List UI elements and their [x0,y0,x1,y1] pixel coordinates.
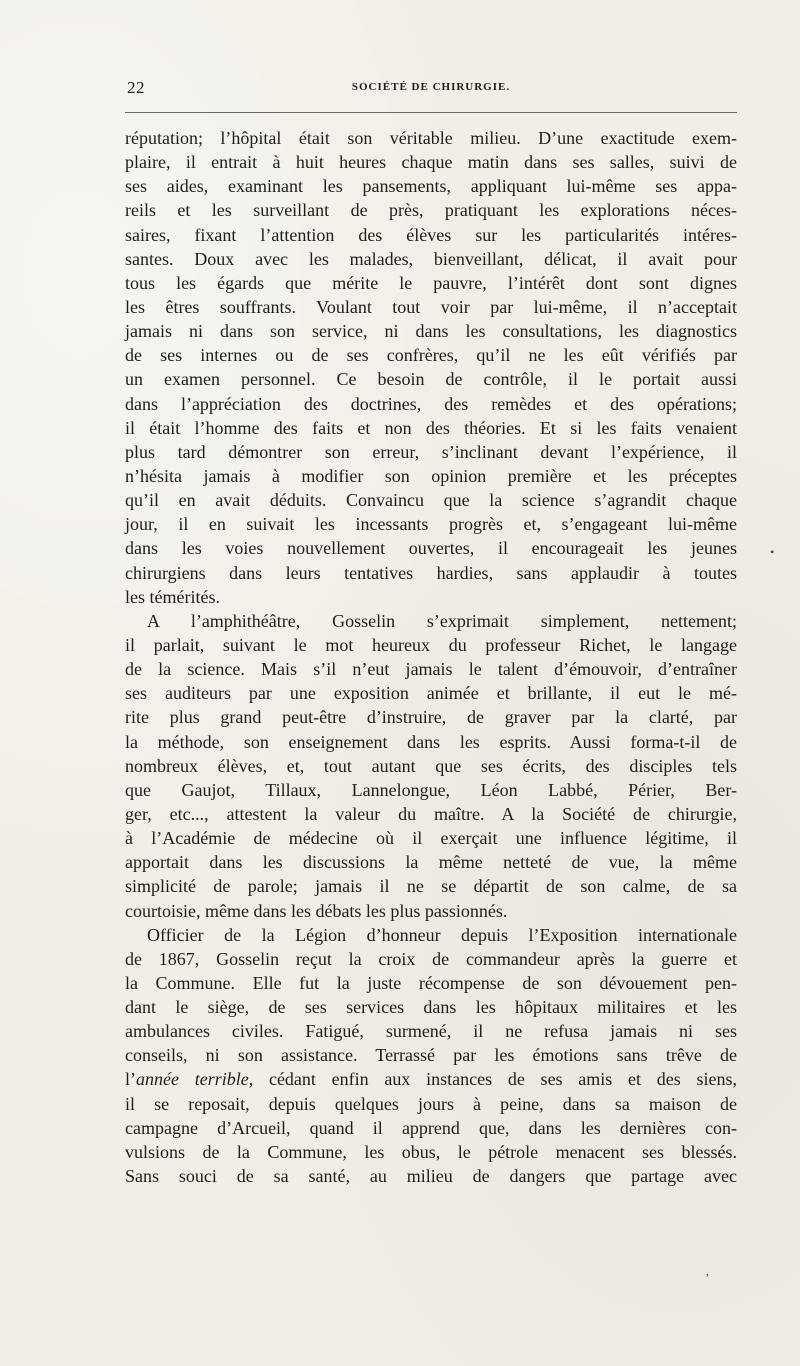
text-line: à l’Académie de médecine où il exerçait une influence légitime, il [125,828,737,849]
text-line: les témérités. [125,586,220,607]
text-line: il se reposait, depuis quelques jours à peine, dans sa maison de [125,1093,737,1114]
text-line: dant le siège, de ses services dans les hôpitaux militaires et les [125,997,737,1018]
header-rule [125,112,737,113]
text-line: il parlait, suivant le mot heureux du professeur Richet, le langage [125,634,737,655]
text-line: ses aides, examinant les pansements, appliquant lui-même ses appa- [125,176,737,197]
text-line: n’hésita jamais à modifier son opinion première et les préceptes [125,465,737,486]
line-prefix: l’ [125,1069,136,1090]
running-head: SOCIÉTÉ DE CHIRURGIE. [351,81,511,93]
text-line: chirurgiens dans leurs tentatives hardies, sans applaudir à toutes [125,562,737,583]
text-line [125,1067,737,1091]
text-line: reils et les surveillant de près, pratiquant les explorations néces- [125,200,737,221]
text-line: A l’amphithéâtre, Gosselin s’exprimait simplement, nettement; [147,610,737,631]
text-line: jour, il en suivait les incessants progrès et, s’engageant lui-même [125,514,737,535]
text-line: dans l’appréciation des doctrines, des remèdes et des opérations; [125,393,737,414]
text-line: les êtres souffrants. Voulant tout voir par lui-même, il n’acceptait [125,296,737,317]
text-line: la méthode, son enseignement dans les esprits. Aussi forma-t-il de [125,731,737,752]
text-line: courtoisie, même dans les débats les plus passionnés. [125,900,508,921]
text-line: de la science. Mais s’il n’eut jamais le talent d’émouvoir, d’entraîner [125,659,737,680]
text-line: vulsions de la Commune, les obus, le pétrole menacent ses blessés. [125,1141,737,1162]
text-line: il était l’homme des faits et non des théories. Et si les faits venaient [125,417,737,438]
text-line: qu’il en avait déduits. Convaincu que la science s’agrandit chaque [125,490,737,511]
print-speck: , [706,1264,709,1278]
page-number: 22 [127,78,145,97]
text-line: Sans souci de sa santé, au milieu de dangers que partage avec [125,1166,737,1187]
text-line: de ses internes ou de ses confrères, qu’il ne les eût vérifiés par [125,345,737,366]
emphasized-text: année terrible [136,1069,249,1090]
text-line: conseils, ni son assistance. Terrassé par les émotions sans trêve de [125,1045,737,1066]
text-line: nombreux élèves, et, tout autant que ses écrits, des disciples tels [125,755,737,776]
text-line: dans les voies nouvellement ouvertes, il encourageait les jeunes [125,538,737,559]
text-line: ger, etc..., attestent la valeur du maître. A la Société de chirurgie, [125,803,737,824]
text-line: tous les égards que mérite le pauvre, l’intérêt dont sont dignes [125,272,737,293]
text-line: santes. Doux avec les malades, bienveillant, délicat, il avait pour [125,248,737,269]
text-line: ses auditeurs par une exposition animée et brillante, il eut le mé- [125,683,737,704]
text-line: plaire, il entrait à huit heures chaque matin dans ses salles, suivi de [125,152,737,173]
page-header [125,78,737,98]
text-line: ambulances civiles. Fatigué, surmené, il ne refusa jamais ni ses [125,1021,737,1042]
line-continuation: , cédant enfin aux instances de ses amis et des siens, [248,1069,737,1090]
text-line: simplicité de parole; jamais il ne se départit de son calme, de sa [125,876,737,897]
main-text [125,126,737,1188]
text-line: que Gaujot, Tillaux, Lannelongue, Léon Labbé, Périer, Ber- [125,779,737,800]
text-line: plus tard démontrer son erreur, s’inclinant devant l’expérience, il [125,441,737,462]
text-line: saires, fixant l’attention des élèves sur les particularités intéres- [125,224,737,245]
text-line: jamais ni dans son service, ni dans les consultations, les diagnostics [125,321,737,342]
text-line: Officier de la Légion d’honneur depuis l’Exposition internationale [147,924,737,945]
print-speck: • [770,545,775,559]
text-line: de 1867, Gosselin reçut la croix de commandeur après la guerre et [125,948,737,969]
text-line: rite plus grand peut-être d’instruire, de graver par la clarté, par [125,707,737,728]
text-line: réputation; l’hôpital était son véritable milieu. D’une exactitude exem- [125,128,737,148]
text-line: apportait dans les discussions la même netteté de vue, la même [125,852,737,873]
text-line: campagne d’Arcueil, quand il apprend que, dans les dernières con- [125,1117,737,1138]
text-line: la Commune. Elle fut la juste récompense de son dévouement pen- [125,972,737,993]
text-line: un examen personnel. Ce besoin de contrôle, il le portait aussi [125,369,737,390]
